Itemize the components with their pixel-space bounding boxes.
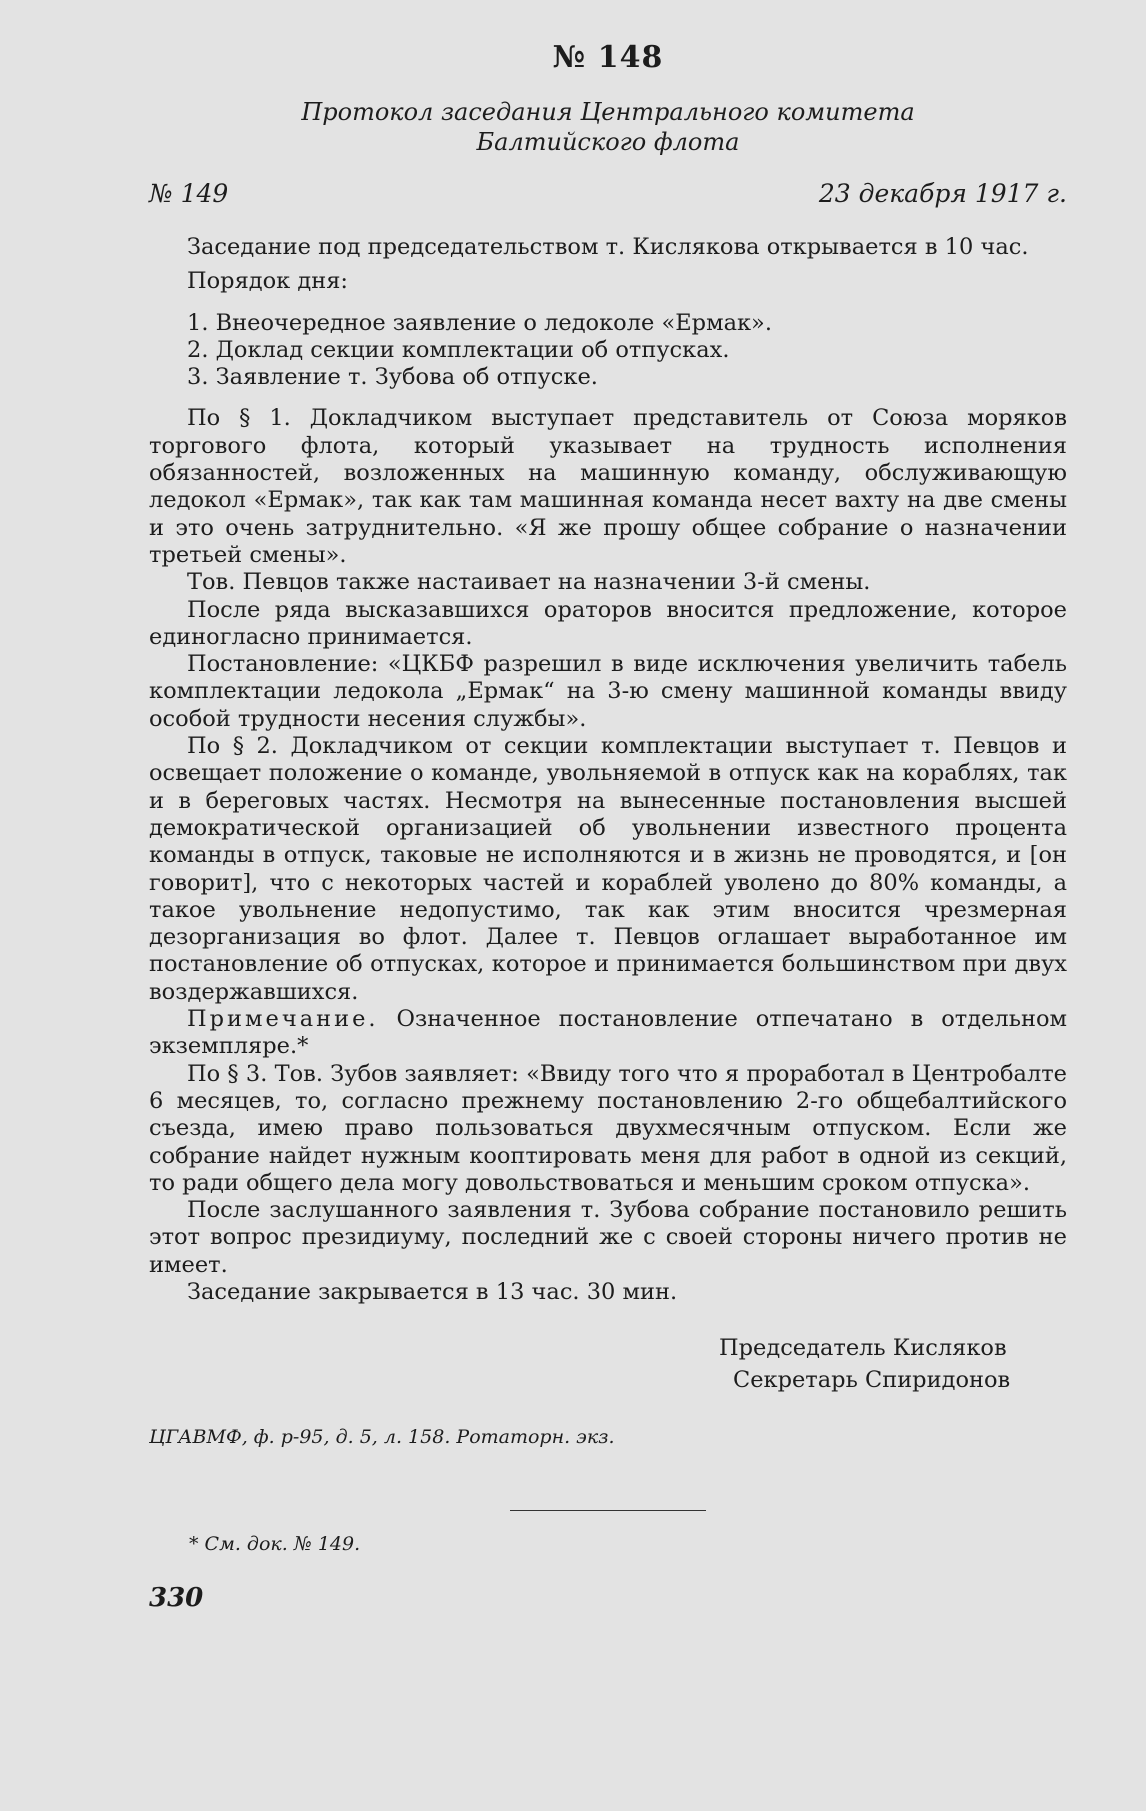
agenda-item: 3. Заявление т. Зубова об отпуске. — [187, 364, 598, 391]
document-body — [149, 234, 1067, 1306]
paragraph-pevtsov: Тов. Певцов также настаивает на назначении 3-й смены. — [187, 569, 871, 596]
paragraph-decision: После заслушанного заявления т. Зубова собрание постановило решить этот вопрос президиуму, последний же с своей стороны ничего против не имеет. — [149, 1197, 1067, 1278]
document-title — [149, 97, 1067, 157]
signature-secretary: Секретарь Спиридонов — [733, 1367, 1011, 1394]
opening-line: Заседание под председательством т. Кислякова открывается в 10 час. — [187, 234, 1029, 260]
paragraph-resolution: Постановление: «ЦКБФ разрешил в виде исключения увеличить табель комплектации ледокола „Ермак“ на 3-ю смену машинной команды ввиду особой трудности несения службы». — [149, 651, 1067, 732]
agenda-item: 2. Доклад секции комплектации об отпусках. — [187, 336, 730, 363]
agenda-item: 1. Внеочередное заявление о ледоколе «Ермак». — [187, 309, 772, 336]
signature-block — [719, 1332, 1067, 1396]
paragraph-item-3: По § 3. Тов. Зубов заявляет: «Ввиду того что я проработал в Центробалте 6 месяцев, то, согласно прежнему постановлению 2-го общебалтийского съезда, имею право пользоваться двухмесячным отпуском. Если же собрание найдет нужным кооптировать меня для работ в одной из секций, то ради общего дела могу довольствоваться и меньшим сроком отпуска». — [149, 1060, 1067, 1196]
note-label: Примечание. — [187, 1006, 379, 1033]
protocol-number: № 149 — [149, 179, 229, 208]
title-line-1: Протокол заседания Центрального комитета — [301, 98, 915, 126]
note-paragraph — [149, 1006, 1067, 1061]
archive-reference: ЦГАВМФ, ф. р-95, д. 5, л. 158. Ротаторн. экз. — [149, 1426, 615, 1449]
paragraph-item-1: По § 1. Докладчиком выступает представитель от Союза моряков торгового флота, который указывает на трудность исполнения обязанностей, возложенных на машинную команду, обслуживающую ледокол «Ермак», так как там машинная команда несет вахту на две смены и это очень затруднительно. «Я же прошу общее собрание о назначении третьей смены». — [149, 405, 1067, 568]
document-page — [149, 40, 1067, 1613]
paragraph-proposal: После ряда высказавшихся ораторов вносится предложение, которое единогласно принимается. — [149, 596, 1067, 650]
note-text: Означенное постановление отпечатано в отдельном экземпляре.* — [149, 1006, 1067, 1060]
agenda-list — [149, 310, 1067, 392]
document-number: № 148 — [552, 40, 664, 75]
agenda-heading: Порядок дня: — [187, 268, 349, 295]
signature-chairman: Председатель Кисляков — [719, 1335, 1007, 1362]
paragraph-closing: Заседание закрывается в 13 час. 30 мин. — [187, 1278, 678, 1305]
page-number: 330 — [149, 1583, 204, 1614]
paragraph-item-2: По § 2. Докладчиком от секции комплектации выступает т. Певцов и освещает положение о команде, увольняемой в отпуск как на кораблях, так и в береговых частях. Несмотря на вынесенные постановления высшей демократической организацией об увольнении известного процента команды в отпуск, таковые не исполняются и в жизнь не проводятся, и [он говорит], что с некоторых частей и кораблей уволено до 80% команды, а такое увольнение недопустимо, так как этим вносится чрезмерная дезорганизация во флот. Далее т. Певцов оглашает выработанное им постановление об отпусках, которое и принимается большинством при двух воздержавшихся. — [149, 733, 1067, 1005]
title-line-2: Балтийского флота — [476, 128, 740, 156]
footnote-divider — [510, 1510, 706, 1511]
protocol-meta — [149, 179, 1067, 208]
protocol-date: 23 декабря 1917 г. — [818, 179, 1067, 208]
footnote: * См. док. № 149. — [189, 1533, 361, 1556]
